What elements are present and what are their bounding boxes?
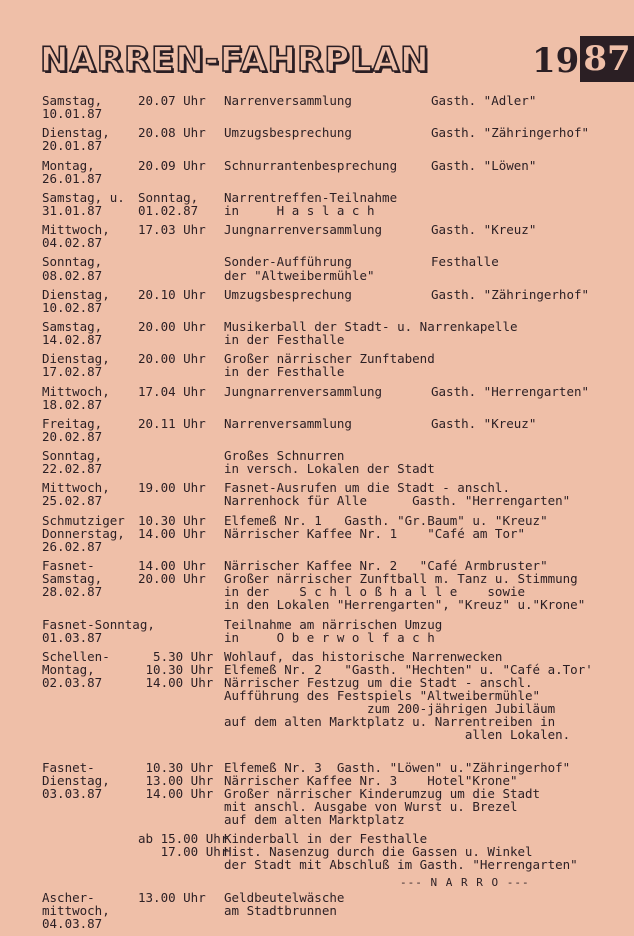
row-time: 20.09 Uhr [138,157,206,173]
row-date: Sonntag, 08.02.87 [42,254,103,283]
row-event: Großes Schnurren in versch. Lokalen der Stadt [224,448,435,477]
row-date: Mittwoch, 04.02.87 [42,222,110,251]
row-time: 5.30 Uhr 10.30 Uhr 14.00 Uhr [145,648,214,690]
page-title: NARREN-FAHRPLAN [40,40,430,80]
row-event: Närrischer Kaffee Nr. 2 "Café Armbruster" Großer närrischer Zunftball m. Tanz u. Stimmung in der S c h l o ß h a l l e sowie in den Lokalen "Herrengarten", "Kreuz" u."Krone" [224,558,586,613]
signature: --- N A R R O --- [400,876,530,889]
schedule [42,94,622,936]
row-event: Umzugsbesprechung [224,125,352,141]
row-date: Schellen- Montag, 02.03.87 [42,648,110,690]
row-event: Kinderball in der Festhalle Hist. Nasenzug durch die Gassen u. Winkel der Stadt mit Abschluß im Gasth. "Herrengarten" [224,831,578,873]
row-date: Fasnet- Samstag, 28.02.87 [42,558,103,600]
row-event: Jungnarrenversammlung [224,383,383,399]
row-time: 13.00 Uhr [138,889,206,905]
year-suffix: 87 [580,36,633,82]
row-event: Sonder-Aufführung der "Altweibermühle" [224,254,375,283]
schedule-row [42,385,622,411]
row-event: Narrenversammlung [224,415,352,431]
schedule-row [42,159,622,185]
row-event: Fasnet-Ausrufen um die Stadt - anschl. Narrenhock für Alle Gasth. "Herrengarten" [224,480,571,509]
schedule-row [42,255,622,281]
schedule-row [42,449,622,475]
row-place: Gasth. "Adler" [431,93,537,108]
row-place: Gasth. "Zähringerhof" [431,286,590,302]
row-place: Gasth. "Kreuz" [431,415,537,431]
schedule-row [42,618,622,644]
row-time: 10.30 Uhr 14.00 Uhr [138,512,206,541]
row-time: 20.00 Uhr [138,351,206,367]
row-time: Sonntag, 01.02.87 [138,189,199,218]
row-time: ab 15.00 Uhr 17.00 Uhr [138,831,229,860]
schedule-row [42,417,622,443]
row-place: Festhalle [431,254,499,270]
row-date: Samstag, 14.02.87 [42,318,103,348]
schedule-row [42,126,622,152]
row-event: Geldbeutelwäsche am Stadtbrunnen [224,889,345,918]
row-date: Sonntag, 22.02.87 [42,448,103,477]
schedule-row [42,352,622,378]
row-date: Fasnet-Sonntag, 01.03.87 [42,616,155,645]
row-date: Schmutziger Donnerstag, 26.02.87 [42,512,125,554]
schedule-row [42,761,622,827]
row-date: Samstag, u. 31.01.87 [42,189,125,218]
schedule-row [42,223,622,249]
row-time: 14.00 Uhr 20.00 Uhr [138,558,206,587]
schedule-row [42,891,622,930]
row-event: Musikerball der Stadt- u. Narrenkapelle in der Festhalle [224,318,518,348]
row-date: Freitag, 20.02.87 [42,415,103,444]
row-event: Jungnarrenversammlung [224,222,383,238]
row-event: Elfemeß Nr. 1 Gasth. "Gr.Baum" u. "Kreuz" Närrischer Kaffee Nr. 1 "Café am Tor" [224,512,548,541]
row-place: Gasth. "Löwen" [431,157,537,173]
row-event: Wohlauf, das historische Narrenwecken Elfemeß Nr. 2 "Gasth. "Hechten" u. "Café a.Tor' Närrischer Festzug um die Stadt - anschl. Aufführung des Festspiels "Altweibermühle" zum 200-jährigen Jubiläum auf dem alten Marktplatz u. Narrentreiben in allen Lokalen. [224,648,593,743]
row-place: Gasth. "Herrengarten" [431,383,590,399]
row-date: Samstag, 10.01.87 [42,93,103,122]
row-event: Umzugsbesprechung [224,286,352,302]
schedule-row [42,832,622,884]
row-time: 20.07 Uhr [138,93,206,108]
header [40,36,631,86]
schedule-row [42,320,622,346]
row-place: Gasth. "Kreuz" [431,222,537,238]
row-date: Dienstag, 20.01.87 [42,125,110,154]
schedule-row [42,94,622,120]
row-time: 20.11 Uhr [138,415,206,431]
row-event: Narrentreffen-Teilnahme in H a s l a c h [224,189,398,218]
row-time: 10.30 Uhr 13.00 Uhr 14.00 Uhr [145,759,214,801]
row-time: 20.08 Uhr [138,125,206,141]
year-prefix: 19 [532,41,580,81]
row-time: 20.10 Uhr [138,286,206,302]
schedule-row [42,288,622,314]
row-event: Narrenversammlung [224,93,352,108]
schedule-row [42,481,622,507]
row-event: Großer närrischer Zunftabend in der Festhalle [224,351,435,380]
row-time: 19.00 Uhr [138,480,206,496]
row-date: Montag, 26.01.87 [42,157,103,186]
row-date: Dienstag, 10.02.87 [42,286,110,315]
schedule-row [42,559,622,611]
row-place: Gasth. "Zähringerhof" [431,125,590,141]
row-event: Elfemeß Nr. 3 Gasth. "Löwen" u."Zähringerhof" Närrischer Kaffee Nr. 3 Hotel"Krone" Großer närrischer Kinderumzug um die Stadt mit anschl. Ausgabe von Wurst u. Brezel auf dem alten Marktplatz [224,759,571,828]
row-date: Dienstag, 17.02.87 [42,351,110,380]
row-event: Teilnahme am närrischen Umzug in O b e r w o l f a c h [224,616,443,645]
row-date: Ascher- mittwoch, 04.03.87 [42,889,110,931]
schedule-row [42,191,622,217]
schedule-row [42,514,622,553]
year [532,36,634,86]
row-date: Mittwoch, 18.02.87 [42,383,110,412]
row-date: Mittwoch, 25.02.87 [42,480,110,509]
row-event: Schnurrantenbesprechung [224,157,398,173]
row-time: 17.03 Uhr [138,222,206,238]
schedule-row [42,650,622,755]
row-time: 17.04 Uhr [138,383,206,399]
row-date: Fasnet- Dienstag, 03.03.87 [42,759,110,801]
row-time: 20.00 Uhr [138,318,206,334]
